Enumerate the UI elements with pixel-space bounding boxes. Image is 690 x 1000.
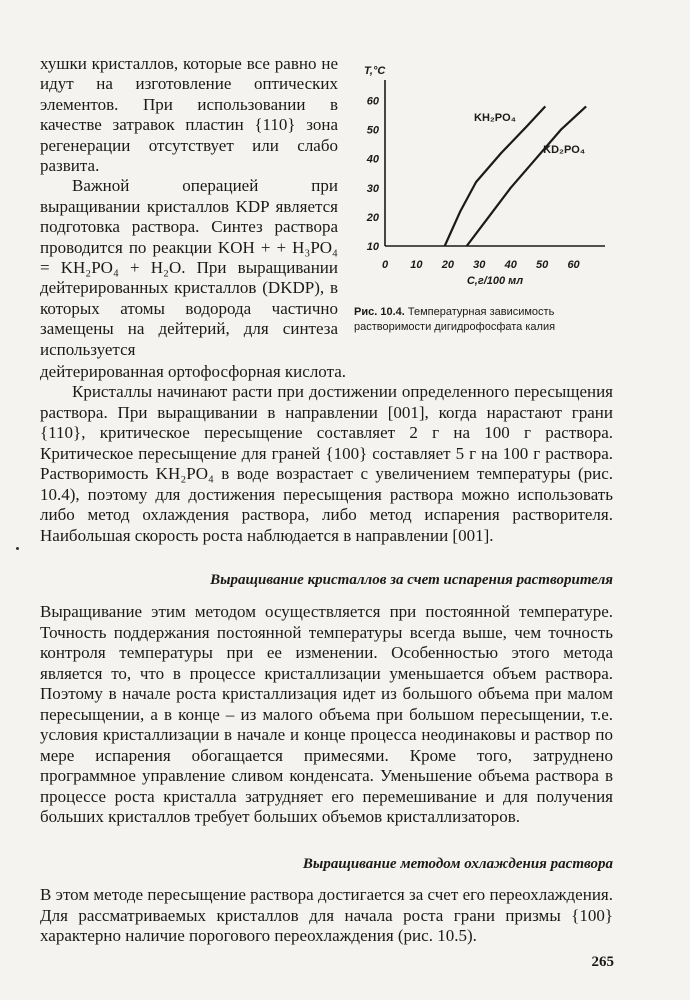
growth-section (40, 382, 613, 546)
section-heading-evaporation: Выращивание кристаллов за счет испарения растворителя (210, 572, 613, 588)
growth-paragraph: Кристаллы начинают расти при достижении определенного пересыщения раствора. При выращивании в направлении [001], когда нарастают грани {110}, критическое пересыщение составляет 2 г на 100 г раствора. Критическое пересыщение для граней {100} составляет 5 г на 100 г раствора. Растворимость KH₂PO₄ в воде возрастает с увеличением температуры (рис. 10.4), поэтому для достижения пересыщения раствора можно использовать либо метод охлаждения раствора, либо метод испарения растворителя. Наибольшая скорость роста наблюдается в направлении [001]. (40, 382, 613, 545)
x-tick-label-2: 20 (441, 259, 454, 271)
caption-text: Температурная зависимость растворимости дигидрофосфата калия (354, 306, 556, 333)
series-label-1: KD₂PO₄ (543, 143, 586, 156)
cooling-paragraph: В этом методе пересыщение раствора достигается за счет его переохлаждения. Для рассматриваемых кристаллов для начала роста грани призмы {100} характерно наличие порогового переохлаждения (рис. 10.5). (40, 885, 613, 945)
intro-paragraph-2: Важной операцией при выращивании кристаллов KDP является подготовка раствора. Синтез раствора проводится по реакции KOH + + H₃PO₄ = KH₂PO₄ + H₂O. При выращивании дейтерированных кристаллов (DKDP), в которых атомы водорода частично замещены на дейтерий, для синтеза используется (40, 176, 338, 359)
y-tick-label-0: 10 (366, 241, 379, 253)
page-number: 265 (591, 954, 614, 970)
series-line-0 (445, 106, 546, 246)
evaporation-paragraph: Выращивание этим методом осуществляется при постоянной температуре. Точность поддержания постоянной температуры всегда выше, чем точность контроля температуры при ее изменении. Особенностью этого метода является то, что в процессе кристаллизации уменьшается объем раствора. Поэтому в начале роста кристаллизация идет из большого объема при малом пересыщении, а в конце – из малого объема при большом пересыщении, т.е. условия кристаллизации в начале и конце процесса неодинаковы и раствор по мере испарения обогащается примесями. Кроме того, затруднено программное управление сливом конденсата. Уменьшение объема раствора в процессе роста кристалла затрудняет его перемешивание и для получения больших кристаллов требует больших объемов кристаллизаторов. (40, 602, 613, 826)
caption-label: Рис. 10.4. (354, 306, 405, 318)
figure-10-4 (350, 50, 620, 340)
intro-paragraph-1: хушки кристаллов, которые все равно не идут на изготовление оптических элементов. При использовании в качестве затравок пластин {110} зона регенерации отсутствует или слабо развита. (40, 54, 338, 176)
x-tick-label-3: 30 (473, 259, 486, 271)
y-tick-label-5: 60 (366, 95, 379, 108)
speck (16, 547, 19, 550)
x-tick-label-4: 40 (504, 259, 517, 271)
x-tick-label-0: 0 (381, 259, 389, 271)
figure-caption (354, 305, 616, 335)
x-tick-label-6: 60 (567, 259, 580, 271)
y-tick-label-4: 50 (366, 124, 379, 137)
evaporation-section (40, 602, 613, 828)
intro-text (40, 54, 338, 360)
section-heading-cooling: Выращивание методом охлаждения раствора (302, 856, 613, 872)
y-axis-title: T,°C (364, 65, 386, 77)
y-tick-label-3: 40 (366, 153, 379, 166)
x-axis-title: C,г/100 мл (466, 275, 524, 287)
x-tick-label-5: 50 (536, 259, 549, 271)
series-label-0: KH₂PO₄ (474, 111, 516, 124)
x-tick-label-1: 10 (410, 259, 423, 271)
y-tick-label-2: 30 (366, 182, 379, 195)
solubility-chart (350, 50, 620, 300)
intro-end-text: дейтерированная ортофосфорная кислота. (40, 362, 347, 381)
cooling-section (40, 885, 613, 947)
y-tick-label-1: 20 (366, 211, 379, 224)
intro-end-line (40, 362, 613, 383)
